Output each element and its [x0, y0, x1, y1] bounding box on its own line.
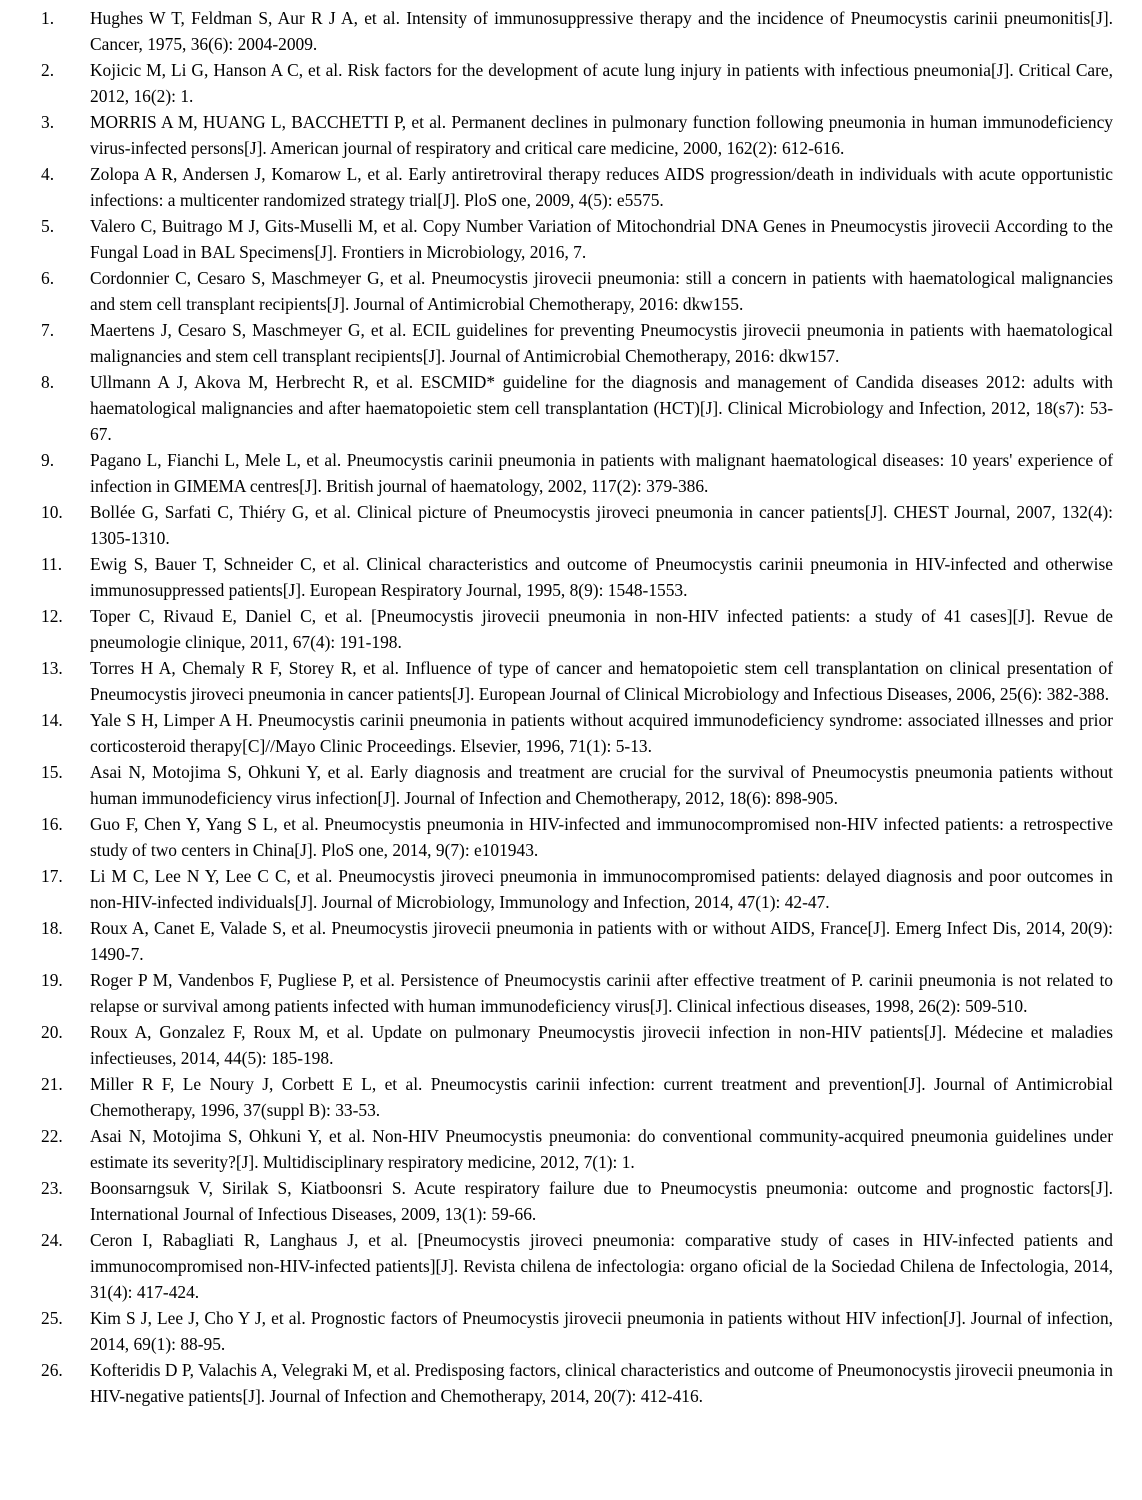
reference-item: [0, 447, 1142, 499]
reference-text: Ewig S, Bauer T, Schneider C, et al. Clinical characteristics and outcome of Pneumocystis carinii pneumonia in HIV-infected and otherwise immunosuppressed patients[J]. European Respiratory Journal, 1995, 8(9): 1548-1553.: [90, 554, 1113, 600]
reference-number: 23.: [41, 1178, 63, 1198]
reference-text: Kofteridis D P, Valachis A, Velegraki M, et al. Predisposing factors, clinical characteristics and outcome of Pneumonocystis jirovecii pneumonia in HIV-negative patients[J]. Journal of Infection and Chemotherapy, 2014, 20(7): 412-416.: [90, 1360, 1113, 1406]
reference-text: Asai N, Motojima S, Ohkuni Y, et al. Early diagnosis and treatment are crucial for the survival of Pneumocystis pneumonia patients without human immunodeficiency virus infection[J]. Journal of Infection and Chemotherapy, 2012, 18(6): 898-905.: [90, 762, 1113, 808]
reference-item: [0, 161, 1142, 213]
reference-item: [0, 5, 1142, 57]
reference-item: [0, 863, 1142, 915]
reference-text: Kojicic M, Li G, Hanson A C, et al. Risk factors for the development of acute lung injury in patients with infectious pneumonia[J]. Critical Care, 2012, 16(2): 1.: [90, 60, 1113, 106]
reference-text: Ullmann A J, Akova M, Herbrecht R, et al. ESCMID* guideline for the diagnosis and management of Candida diseases 2012: adults with haematological malignancies and after haematopoietic stem cell transplantation (HCT)[J]. Clinical Microbiology and Infection, 2012, 18(s7): 53-67.: [90, 372, 1113, 444]
reference-number: 24.: [41, 1230, 63, 1250]
reference-item: [0, 655, 1142, 707]
reference-number: 5.: [41, 216, 55, 236]
reference-number: 14.: [41, 710, 63, 730]
reference-item: [0, 369, 1142, 447]
reference-text: Boonsarngsuk V, Sirilak S, Kiatboonsri S. Acute respiratory failure due to Pneumocystis pneumonia: outcome and prognostic factors[J]. International Journal of Infectious Diseases, 2009, 13(1): 59-66.: [90, 1178, 1113, 1224]
reference-number: 16.: [41, 814, 63, 834]
reference-number: 25.: [41, 1308, 63, 1328]
reference-text: Guo F, Chen Y, Yang S L, et al. Pneumocystis pneumonia in HIV-infected and immunocompromised non-HIV infected patients: a retrospective study of two centers in China[J]. PloS one, 2014, 9(7): e101943.: [90, 814, 1113, 860]
reference-number: 4.: [41, 164, 55, 184]
reference-item: [0, 109, 1142, 161]
reference-item: [0, 265, 1142, 317]
reference-text: Hughes W T, Feldman S, Aur R J A, et al. Intensity of immunosuppressive therapy and the incidence of Pneumocystis carinii pneumonitis[J]. Cancer, 1975, 36(6): 2004-2009.: [90, 8, 1113, 54]
reference-number: 3.: [41, 112, 55, 132]
reference-text: Roger P M, Vandenbos F, Pugliese P, et al. Persistence of Pneumocystis carinii after effective treatment of P. carinii pneumonia is not related to relapse or survival among patients infected with human immunodeficiency virus[J]. Clinical infectious diseases, 1998, 26(2): 509-510.: [90, 970, 1113, 1016]
reference-item: [0, 967, 1142, 1019]
reference-text: Roux A, Canet E, Valade S, et al. Pneumocystis jirovecii pneumonia in patients with or without AIDS, France[J]. Emerg Infect Dis, 2014, 20(9): 1490-7.: [90, 918, 1113, 964]
reference-item: [0, 1305, 1142, 1357]
reference-text: MORRIS A M, HUANG L, BACCHETTI P, et al. Permanent declines in pulmonary function following pneumonia in human immunodeficiency virus-infected persons[J]. American journal of respiratory and critical care medicine, 2000, 162(2): 612-616.: [90, 112, 1113, 158]
reference-item: [0, 213, 1142, 265]
reference-item: [0, 915, 1142, 967]
reference-number: 20.: [41, 1022, 63, 1042]
reference-number: 18.: [41, 918, 63, 938]
reference-number: 19.: [41, 970, 63, 990]
reference-text: Asai N, Motojima S, Ohkuni Y, et al. Non-HIV Pneumocystis pneumonia: do conventional community-acquired pneumonia guidelines under estimate its severity?[J]. Multidisciplinary respiratory medicine, 2012, 7(1): 1.: [90, 1126, 1113, 1172]
reference-item: [0, 1357, 1142, 1409]
reference-number: 15.: [41, 762, 63, 782]
reference-item: [0, 707, 1142, 759]
reference-text: Kim S J, Lee J, Cho Y J, et al. Prognostic factors of Pneumocystis jirovecii pneumonia in patients without HIV infection[J]. Journal of infection, 2014, 69(1): 88-95.: [90, 1308, 1113, 1354]
reference-item: [0, 499, 1142, 551]
reference-number: 10.: [41, 502, 63, 522]
reference-item: [0, 57, 1142, 109]
reference-number: 21.: [41, 1074, 63, 1094]
reference-text: Li M C, Lee N Y, Lee C C, et al. Pneumocystis jiroveci pneumonia in immunocompromised patients: delayed diagnosis and poor outcomes in non-HIV-infected individuals[J]. Journal of Microbiology, Immunology and Infection, 2014, 47(1): 42-47.: [90, 866, 1113, 912]
reference-item: [0, 1227, 1142, 1305]
reference-text: Roux A, Gonzalez F, Roux M, et al. Update on pulmonary Pneumocystis jirovecii infection in non-HIV patients[J]. Médecine et maladies infectieuses, 2014, 44(5): 185-198.: [90, 1022, 1113, 1068]
reference-text: Torres H A, Chemaly R F, Storey R, et al. Influence of type of cancer and hematopoietic stem cell transplantation on clinical presentation of Pneumocystis jiroveci pneumonia in cancer patients[J]. European Journal of Clinical Microbiology and Infectious Diseases, 2006, 25(6): 382-388.: [90, 658, 1113, 704]
reference-text: Maertens J, Cesaro S, Maschmeyer G, et al. ECIL guidelines for preventing Pneumocystis jirovecii pneumonia in patients with haematological malignancies and stem cell transplant recipients[J]. Journal of Antimicrobial Chemotherapy, 2016: dkw157.: [90, 320, 1113, 366]
reference-list: [0, 5, 1142, 1409]
reference-item: [0, 1175, 1142, 1227]
reference-item: [0, 603, 1142, 655]
reference-item: [0, 551, 1142, 603]
reference-number: 12.: [41, 606, 63, 626]
reference-item: [0, 1071, 1142, 1123]
reference-item: [0, 1123, 1142, 1175]
reference-number: 1.: [41, 8, 55, 28]
reference-text: Bollée G, Sarfati C, Thiéry G, et al. Clinical picture of Pneumocystis jiroveci pneumonia in cancer patients[J]. CHEST Journal, 2007, 132(4): 1305-1310.: [90, 502, 1113, 548]
reference-number: 26.: [41, 1360, 63, 1380]
reference-text: Zolopa A R, Andersen J, Komarow L, et al. Early antiretroviral therapy reduces AIDS progression/death in individuals with acute opportunistic infections: a multicenter randomized strategy trial[J]. PloS one, 2009, 4(5): e5575.: [90, 164, 1113, 210]
reference-number: 8.: [41, 372, 55, 392]
reference-number: 11.: [41, 554, 63, 574]
reference-item: [0, 317, 1142, 369]
reference-number: 17.: [41, 866, 63, 886]
reference-text: Toper C, Rivaud E, Daniel C, et al. [Pneumocystis jirovecii pneumonia in non-HIV infected patients: a study of 41 cases][J]. Revue de pneumologie clinique, 2011, 67(4): 191-198.: [90, 606, 1113, 652]
reference-item: [0, 811, 1142, 863]
reference-text: Miller R F, Le Noury J, Corbett E L, et al. Pneumocystis carinii infection: current treatment and prevention[J]. Journal of Antimicrobial Chemotherapy, 1996, 37(suppl B): 33-53.: [90, 1074, 1113, 1120]
reference-text: Valero C, Buitrago M J, Gits-Muselli M, et al. Copy Number Variation of Mitochondrial DNA Genes in Pneumocystis jirovecii According to the Fungal Load in BAL Specimens[J]. Frontiers in Microbiology, 2016, 7.: [90, 216, 1113, 262]
reference-text: Pagano L, Fianchi L, Mele L, et al. Pneumocystis carinii pneumonia in patients with malignant haematological diseases: 10 years' experience of infection in GIMEMA centres[J]. British journal of haematology, 2002, 117(2): 379-386.: [90, 450, 1113, 496]
reference-item: [0, 759, 1142, 811]
reference-number: 9.: [41, 450, 55, 470]
reference-number: 2.: [41, 60, 55, 80]
reference-text: Cordonnier C, Cesaro S, Maschmeyer G, et al. Pneumocystis jirovecii pneumonia: still a concern in patients with haematological malignancies and stem cell transplant recipients[J]. Journal of Antimicrobial Chemotherapy, 2016: dkw155.: [90, 268, 1113, 314]
reference-number: 13.: [41, 658, 63, 678]
reference-text: Yale S H, Limper A H. Pneumocystis carinii pneumonia in patients without acquired immunodeficiency syndrome: associated illnesses and prior corticosteroid therapy[C]//Mayo Clinic Proceedings. Elsevier, 1996, 71(1): 5-13.: [90, 710, 1113, 756]
reference-text: Ceron I, Rabagliati R, Langhaus J, et al. [Pneumocystis jiroveci pneumonia: comparative study of cases in HIV-infected patients and immunocompromised non-HIV-infected patients][J]. Revista chilena de infectologia: organo oficial de la Sociedad Chilena de Infectologia, 2014, 31(4): 417-424.: [90, 1230, 1113, 1302]
reference-number: 7.: [41, 320, 55, 340]
reference-number: 22.: [41, 1126, 63, 1146]
reference-item: [0, 1019, 1142, 1071]
reference-number: 6.: [41, 268, 55, 288]
